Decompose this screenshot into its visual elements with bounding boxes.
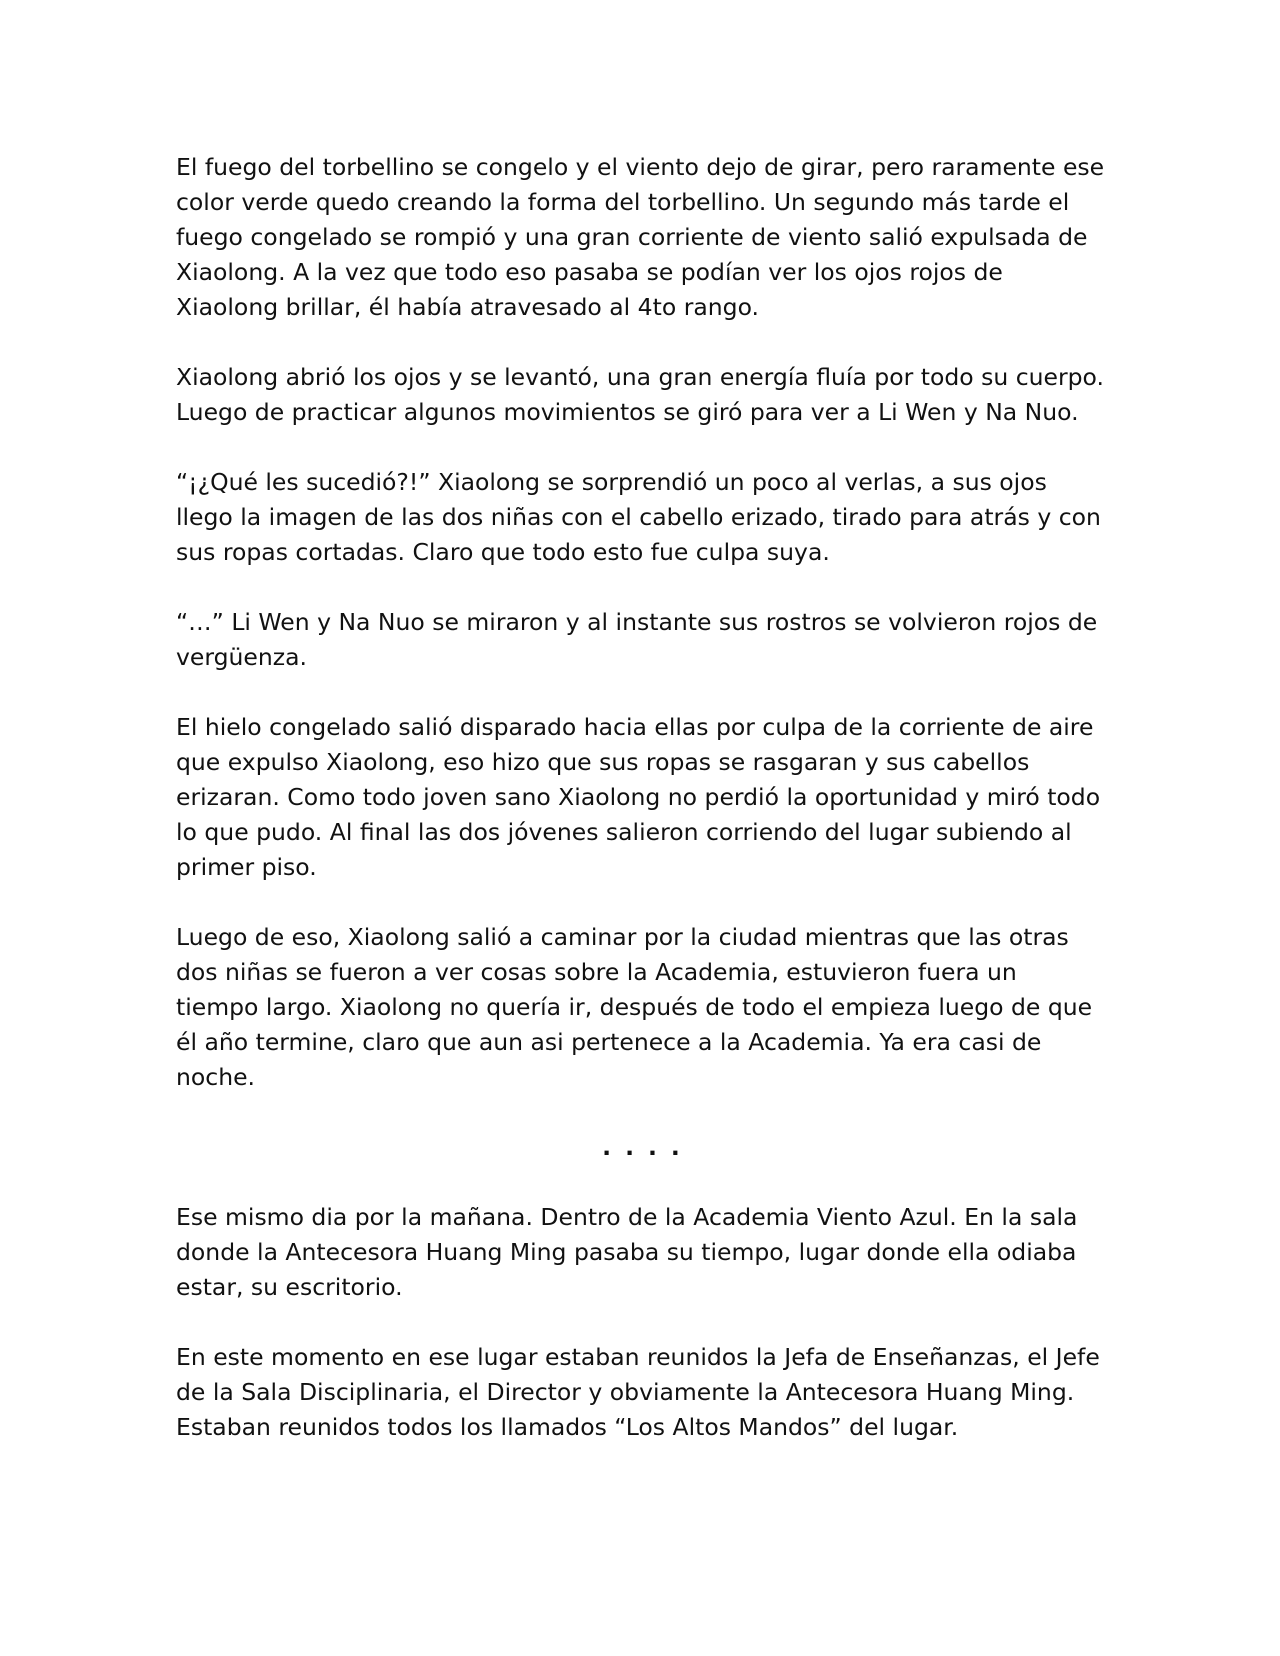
paragraph: En este momento en ese lugar estaban reunidos la Jefa de Enseñanzas, el Jefe de la Sala Disciplinaria, el Director y obviamente la Antecesora Huang Ming. Estaban reunidos todos los llamados “Los Altos Mandos” del lugar. <box>176 1343 1100 1441</box>
paragraph: Ese mismo dia por la mañana. Dentro de la Academia Viento Azul. En la sala donde la Antecesora Huang Ming pasaba su tiempo, lugar donde ella odiaba estar, su escritorio. <box>176 1203 1078 1301</box>
paragraph: El fuego del torbellino se congelo y el viento dejo de girar, pero raramente ese color verde quedo creando la forma del torbellino. Un segundo más tarde el fuego congelado se rompió y una gran corriente de viento salió expulsada de Xiaolong. A la vez que todo eso pasaba se podían ver los ojos rojos de Xiaolong brillar, él había atravesado al 4to rango. <box>176 153 1105 321</box>
section-separator: .... <box>602 1133 694 1161</box>
paragraph: “…” Li Wen y Na Nuo se miraron y al instante sus rostros se volvieron rojos de vergüenza. <box>176 608 1098 671</box>
paragraph: “¡¿Qué les sucedió?!” Xiaolong se sorprendió un poco al verlas, a sus ojos llego la imagen de las dos niñas con el cabello erizado, tirado para atrás y con sus ropas cortadas. Claro que todo esto fue culpa suya. <box>176 468 1101 566</box>
paragraph: Xiaolong abrió los ojos y se levantó, una gran energía fluía por todo su cuerpo. Luego de practicar algunos movimientos se giró para ver a Li Wen y Na Nuo. <box>176 363 1104 426</box>
document-body <box>176 150 1106 1480</box>
paragraph: El hielo congelado salió disparado hacia ellas por culpa de la corriente de aire que expulso Xiaolong, eso hizo que sus ropas se rasgaran y sus cabellos erizaran. Como todo joven sano Xiaolong no perdió la oportunidad y miró todo lo que pudo. Al final las dos jóvenes salieron corriendo del lugar subiendo al primer piso. <box>176 713 1101 881</box>
paragraph: Luego de eso, Xiaolong salió a caminar por la ciudad mientras que las otras dos niñas se fueron a ver cosas sobre la Academia, estuvieron fuera un tiempo largo. Xiaolong no quería ir, después de todo el empieza luego de que él año termine, claro que aun asi pertenece a la Academia. Ya era casi de noche. <box>176 923 1093 1091</box>
